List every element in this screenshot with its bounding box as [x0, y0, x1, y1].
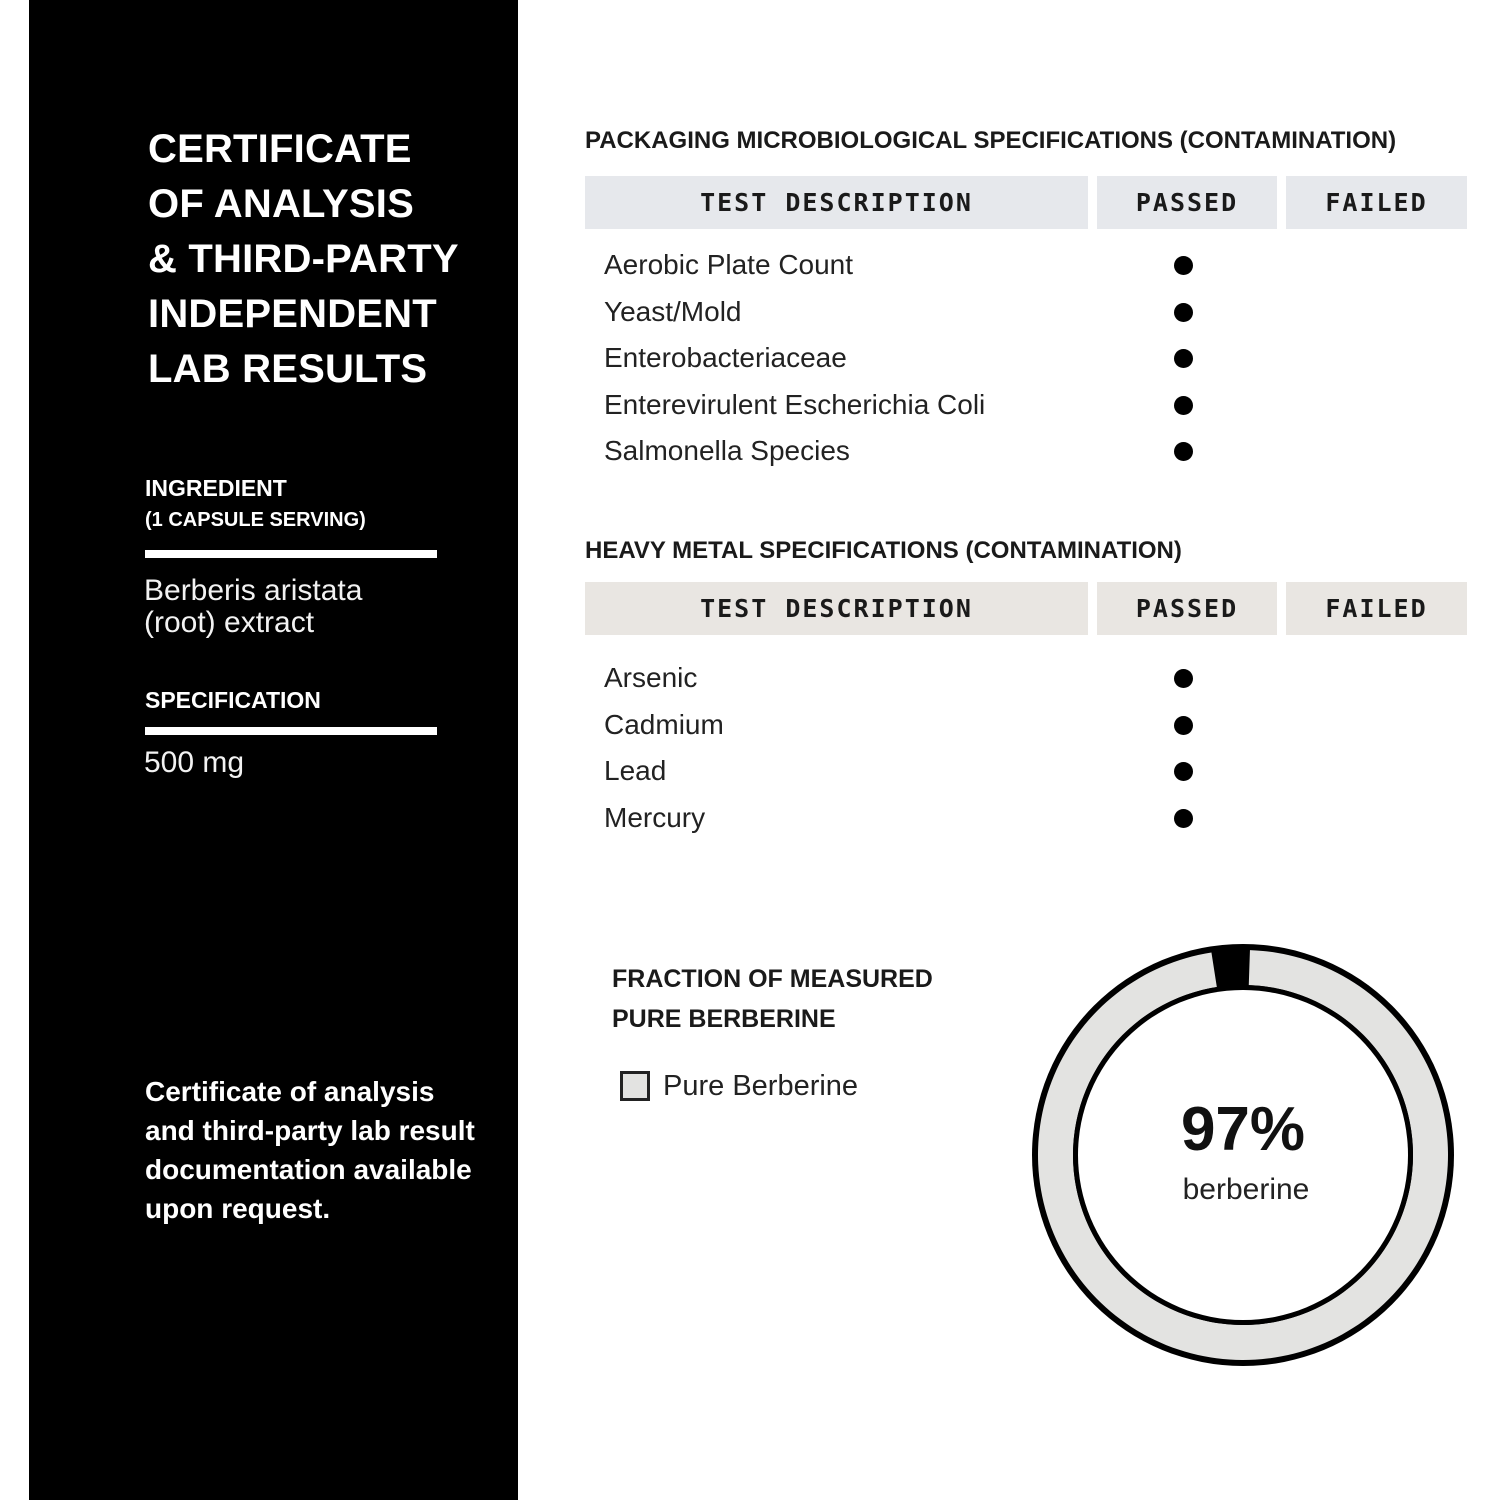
- passed-marker-icon: [1174, 256, 1193, 275]
- test-name: Mercury: [604, 801, 706, 833]
- passed-marker-icon: [1174, 396, 1193, 415]
- test-name: Lead: [604, 755, 667, 786]
- passed-marker-icon: [1174, 809, 1193, 828]
- microbio-section-title: PACKAGING MICROBIOLOGICAL SPECIFICATIONS (CONTAMINATION): [585, 127, 1397, 154]
- col-test-description: TEST DESCRIPTION: [585, 582, 1088, 635]
- ingredient-value-line: Berberis aristata: [144, 574, 363, 607]
- passed-marker-icon: [1174, 762, 1193, 781]
- title-line: INDEPENDENT: [148, 292, 437, 336]
- donut-center-sublabel: berberine: [1182, 1173, 1310, 1206]
- table-row: [585, 655, 1467, 702]
- test-name: Yeast/Mold: [604, 295, 742, 327]
- title-line: LAB RESULTS: [148, 347, 428, 391]
- passed-marker-icon: [1174, 669, 1193, 688]
- fraction-title-line: FRACTION OF MEASURED: [612, 965, 933, 993]
- test-name: Salmonella Species: [604, 435, 850, 466]
- metals-table-body: [585, 655, 1467, 841]
- metals-section-title: HEAVY METAL SPECIFICATIONS (CONTAMINATION): [585, 537, 1182, 564]
- legend-swatch: [620, 1071, 650, 1101]
- table-row: [585, 795, 1467, 842]
- ingredient-value: [144, 575, 362, 639]
- sidebar: [29, 0, 518, 1500]
- table-row: [585, 428, 1467, 475]
- table-row: [585, 242, 1467, 289]
- metals-table-header: [585, 582, 1467, 635]
- ingredient-subheading: (1 CAPSULE SERVING): [145, 509, 366, 531]
- test-name: Enterevirulent Escherichia Coli: [604, 388, 986, 420]
- legend-label: Pure Berberine: [663, 1069, 859, 1102]
- title-line: OF ANALYSIS: [148, 182, 414, 226]
- col-failed: FAILED: [1286, 582, 1467, 635]
- divider: [145, 550, 437, 558]
- title-line: & THIRD-PARTY: [148, 237, 459, 281]
- table-row: [585, 335, 1467, 382]
- title-line: CERTIFICATE: [148, 127, 412, 171]
- test-name: Arsenic: [604, 662, 698, 693]
- availability-note: Certificate of analysis and third-party lab result documentation available upon request.: [145, 1076, 475, 1224]
- specification-value: [144, 747, 244, 779]
- specification-label: [145, 684, 321, 716]
- donut-center-value: 97%: [1180, 1095, 1306, 1164]
- passed-marker-icon: [1174, 303, 1193, 322]
- table-row: [585, 702, 1467, 749]
- test-name: Enterobacteriaceae: [604, 342, 847, 373]
- col-failed: FAILED: [1286, 176, 1467, 229]
- page-title: [148, 122, 459, 397]
- table-row: [585, 382, 1467, 429]
- microbio-table-body: [585, 242, 1467, 475]
- ingredient-label: [145, 472, 366, 536]
- passed-marker-icon: [1174, 716, 1193, 735]
- ingredient-heading: INGREDIENT: [145, 475, 287, 501]
- ingredient-value-line: (root) extract: [144, 606, 315, 639]
- table-row: [585, 289, 1467, 336]
- microbio-table-header: [585, 176, 1467, 229]
- col-passed: PASSED: [1097, 582, 1277, 635]
- passed-marker-icon: [1174, 349, 1193, 368]
- fraction-title: [612, 959, 933, 1039]
- fraction-title-line: PURE BERBERINE: [612, 1005, 836, 1033]
- specification-heading: SPECIFICATION: [145, 687, 321, 713]
- table-row: [585, 748, 1467, 795]
- test-name: Aerobic Plate Count: [604, 249, 854, 280]
- passed-marker-icon: [1174, 442, 1193, 461]
- col-passed: PASSED: [1097, 176, 1277, 229]
- donut-slice-remainder: [1211, 950, 1250, 987]
- test-name: Cadmium: [604, 708, 724, 740]
- divider: [145, 727, 437, 735]
- col-test-description: TEST DESCRIPTION: [585, 176, 1088, 229]
- specification-value-text: 500 mg: [144, 746, 245, 779]
- chart-legend: [620, 1066, 858, 1106]
